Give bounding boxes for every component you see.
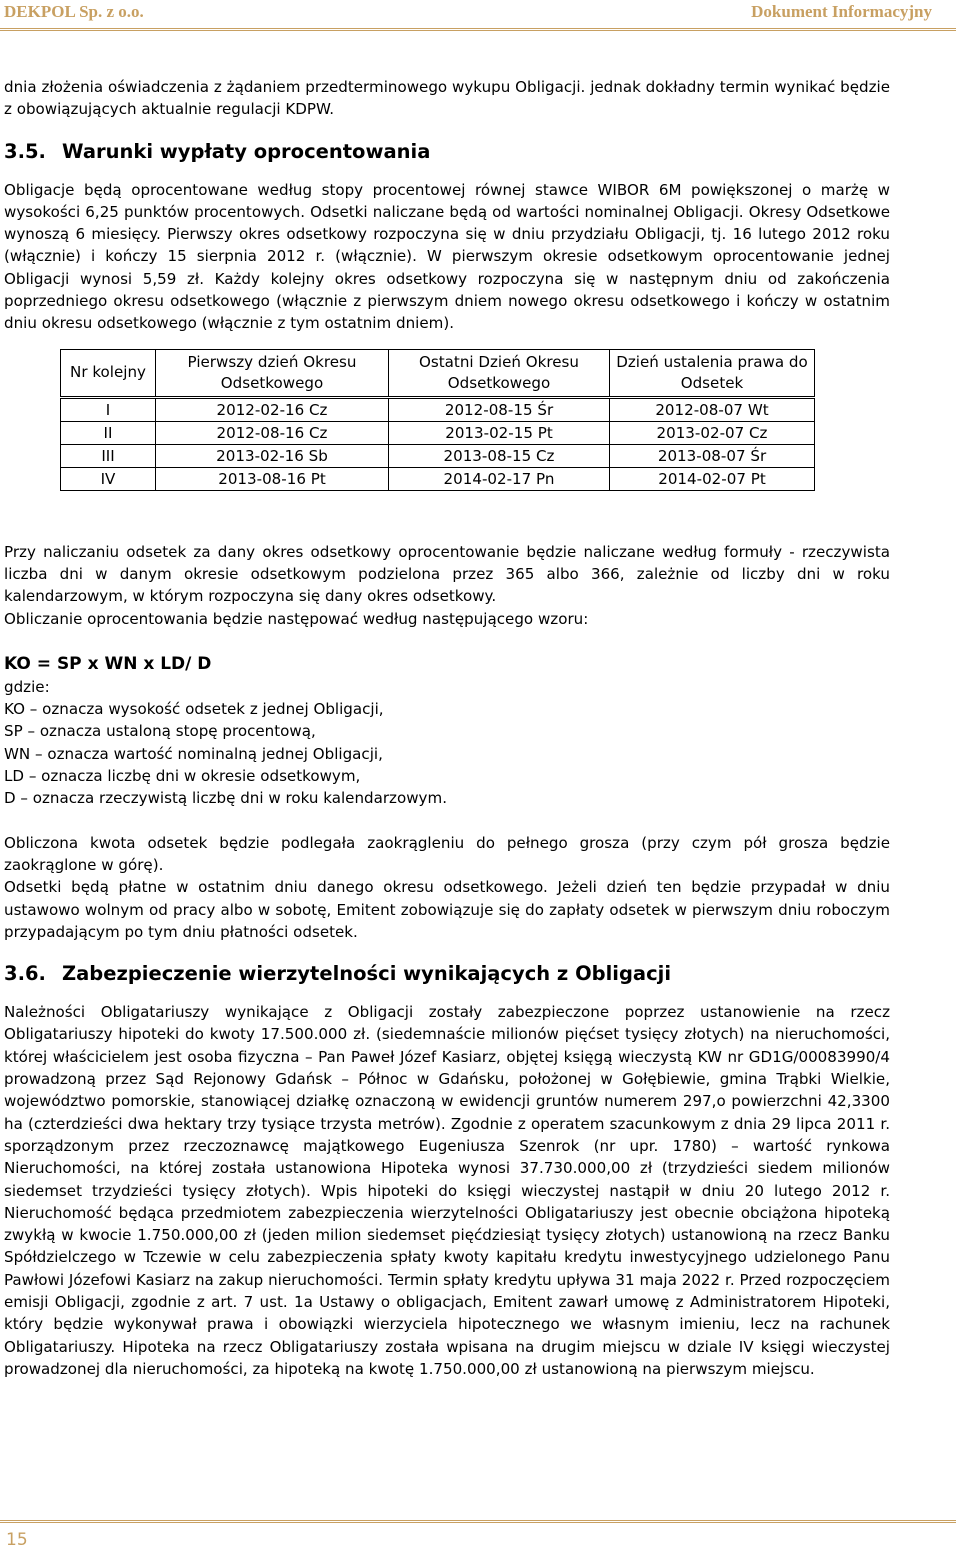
- column-header: Ostatni Dzień Okresu Odsetkowego: [389, 349, 610, 397]
- page-header: [0, 0, 960, 32]
- table-cell: III: [61, 444, 156, 467]
- table-row: [61, 467, 815, 490]
- definition-ld: LD – oznacza liczbę dni w okresie odsetkowym,: [4, 767, 361, 786]
- table-cell: 2014-02-07 Pt: [610, 467, 815, 490]
- table-cell: II: [61, 421, 156, 444]
- table-cell: 2013-08-15 Cz: [389, 444, 610, 467]
- table-cell: IV: [61, 467, 156, 490]
- intro-paragraph: dnia złożenia oświadczenia z żądaniem przedterminowego wykupu Obligacji. jednak dokładny termin wynikać będzie z obowiązujących aktualnie regulacji KDPW.: [4, 78, 890, 119]
- header-divider: [0, 28, 956, 31]
- section-number: 3.5.: [4, 139, 46, 163]
- table-cell: 2013-02-15 Pt: [389, 421, 610, 444]
- page-content: [4, 76, 890, 1380]
- table-cell: 2013-02-07 Cz: [610, 421, 815, 444]
- table-cell: 2012-08-15 Śr: [389, 397, 610, 421]
- table-row: [61, 421, 815, 444]
- column-header: Dzień ustalenia prawa do Odsetek: [610, 349, 815, 397]
- formula-intro: Obliczanie oprocentowania będzie następować według następującego wzoru:: [4, 609, 589, 628]
- table-cell: 2013-08-07 Śr: [610, 444, 815, 467]
- table-row: [61, 444, 815, 467]
- where-label: gdzie:: [4, 677, 50, 696]
- payment-paragraph: Odsetki będą płatne w ostatnim dniu danego okresu odsetkowego. Jeżeli dzień ten będzie przypadał w dniu ustawowo wolnym od pracy albo w sobotę, Emitent zobowiązuje się do zapłaty odsetek w pierwszym dniu roboczym przypadającym po tym dniu płatności odsetek.: [4, 878, 890, 941]
- table-cell: I: [61, 397, 156, 421]
- definition-ko: KO – oznacza wysokość odsetek z jednej Obligacji,: [4, 700, 384, 719]
- table-cell: 2014-02-17 Pn: [389, 467, 610, 490]
- interest-periods-table: [60, 349, 815, 491]
- footer-divider: [0, 1520, 956, 1523]
- definition-d: D – oznacza rzeczywistą liczbę dni w roku kalendarzowym.: [4, 789, 447, 808]
- table-cell: 2012-08-16 Cz: [156, 421, 389, 444]
- table-cell: 2013-08-16 Pt: [156, 467, 389, 490]
- section-title: Zabezpieczenie wierzytelności wynikających z Obligacji: [62, 962, 672, 986]
- definition-sp: SP – oznacza ustaloną stopę procentową,: [4, 722, 316, 741]
- table-cell: 2012-02-16 Cz: [156, 397, 389, 421]
- section-title: Warunki wypłaty oprocentowania: [62, 139, 431, 163]
- security-paragraph: Należności Obligatariuszy wynikające z Obligacji zostały zabezpieczone poprzez ustanowienie na rzecz Obligatariuszy hipoteki do kwoty 17.500.000 zł. (siedemnaście milionów pięćset tysięcy złotych) na nieruchomości, której właścicielem jest osoba fizyczna – Pan Paweł Józef Kasiarz, objętej księgą wieczystą KW nr GD1G/00083990/4 prowadzoną przez Sąd Rejonowy Gdańsk – Północ w Gdańsku, położonej w Gołębiewie, gmina Trąbki Wielkie, województwo pomorskie, stanowiącej działkę oznaczoną w ewidencji gruntów numerem 297,o powierzchni 42,3300 ha (czterdzieści dwa hektary trzy tysiące trzysta metrów). Zgodnie z operatem szacunkowym z dnia 29 lipca 2011 r. sporządzonym przez rzeczoznawcę majątkowego Eugeniusza Szenrok (nr upr. 1780) – wartość rynkowa Nieruchomości, na której została ustanowiona Hipoteka wynosi 37.730.000,00 zł (trzydzieści siedem milionów siedemset trzydzieści tysięcy złotych). Wpis hipoteki do księgi wieczystej nastąpił w dniu 20 lutego 2012 r. Nieruchomość będąca przedmiotem zabezpieczenia wierzytelności Obligatariuszy jest obecnie obciążona hipoteką zwykłą w kwocie 1.750.000,00 zł (jeden milion siedemset pięćdziesiąt tysięcy złotych) ustanowioną na rzecz Banku Spółdzielczego w Tczewie w celu zabezpieczenia spłaty kwoty kapitału kredytu inwestycyjnego udzielonego Panu Pawłowi Józefowi Kasiarz na zakup nieruchomości. Termin spłaty kredytu upływa 31 maja 2022 r. Przed rozpoczęciem emisji Obligacji, zgodnie z art. 7 ust. 1a Ustawy o obligacjach, Emitent zawarł umowę z Administratorem Hipoteki, który będzie wykonywał prawa i obowiązki wierzyciela hipotecznego we własnym imieniu, lecz na rachunek Obligatariuszy. Hipoteka na rzecz Obligatariuszy została wpisana na drugim miejscu w dziale IV księgi wieczystej prowadzonej dla nieruchomości, za hipoteką na kwotę 1.750.000,00 zł ustanowioną na pierwszym miejscu.: [4, 1003, 890, 1378]
- page-number: 15: [6, 1530, 28, 1550]
- column-header: Nr kolejny: [61, 349, 156, 397]
- table-cell: 2013-02-16 Sb: [156, 444, 389, 467]
- section-heading-3-6: [4, 961, 890, 987]
- document-title: Dokument Informacyjny: [751, 2, 932, 21]
- formula: KO = SP x WN x LD/ D: [4, 653, 212, 674]
- table-cell: 2012-08-07 Wt: [610, 397, 815, 421]
- section-heading-3-5: [4, 139, 890, 165]
- section-number: 3.6.: [4, 962, 46, 986]
- rounding-paragraph: Obliczona kwota odsetek będzie podlegała zaokrągleniu do pełnego grosza (przy czym pół grosza będzie zaokrąglone w górę).: [4, 833, 890, 874]
- table-row: [61, 397, 815, 421]
- table-header-row: [61, 349, 815, 397]
- calculation-paragraph: Przy naliczaniu odsetek za dany okres odsetkowy oprocentowanie będzie naliczane według formuły - rzeczywista liczba dni w danym okresie odsetkowym podzielona przez 365 albo 366, zależnie od liczby dni w roku kalendarzowym, w którym rozpoczyna się dany okres odsetkowy.: [4, 542, 890, 606]
- company-name: DEKPOL Sp. z o.o.: [4, 2, 144, 21]
- interest-paragraph: Obligacje będą oprocentowane według stopy procentowej równej stawce WIBOR 6M powiększonej o marżę w wysokości 6,25 punktów procentowych. Odsetki naliczane będą od wartości nominalnej Obligacji. Okresy Odsetkowe wynoszą 6 miesięcy. Pierwszy okres odsetkowy rozpoczyna się w dniu przydziału Obligacji, tj. 16 lutego 2012 roku (włącznie) i kończy 15 sierpnia 2012 r. (włącznie). W pierwszym okresie odsetkowym oprocentowanie jednej Obligacji wynosi 5,59 zł. Każdy kolejny okres odsetkowy rozpoczyna się w następnym dniu od zakończenia poprzedniego okresu odsetkowego (włącznie z pierwszym dniem nowego okresu odsetkowego i kończy w ostatnim dniu okresu odsetkowego (włącznie z tym ostatnim dniem).: [4, 180, 890, 333]
- column-header: Pierwszy dzień Okresu Odsetkowego: [156, 349, 389, 397]
- definition-wn: WN – oznacza wartość nominalną jednej Obligacji,: [4, 744, 383, 763]
